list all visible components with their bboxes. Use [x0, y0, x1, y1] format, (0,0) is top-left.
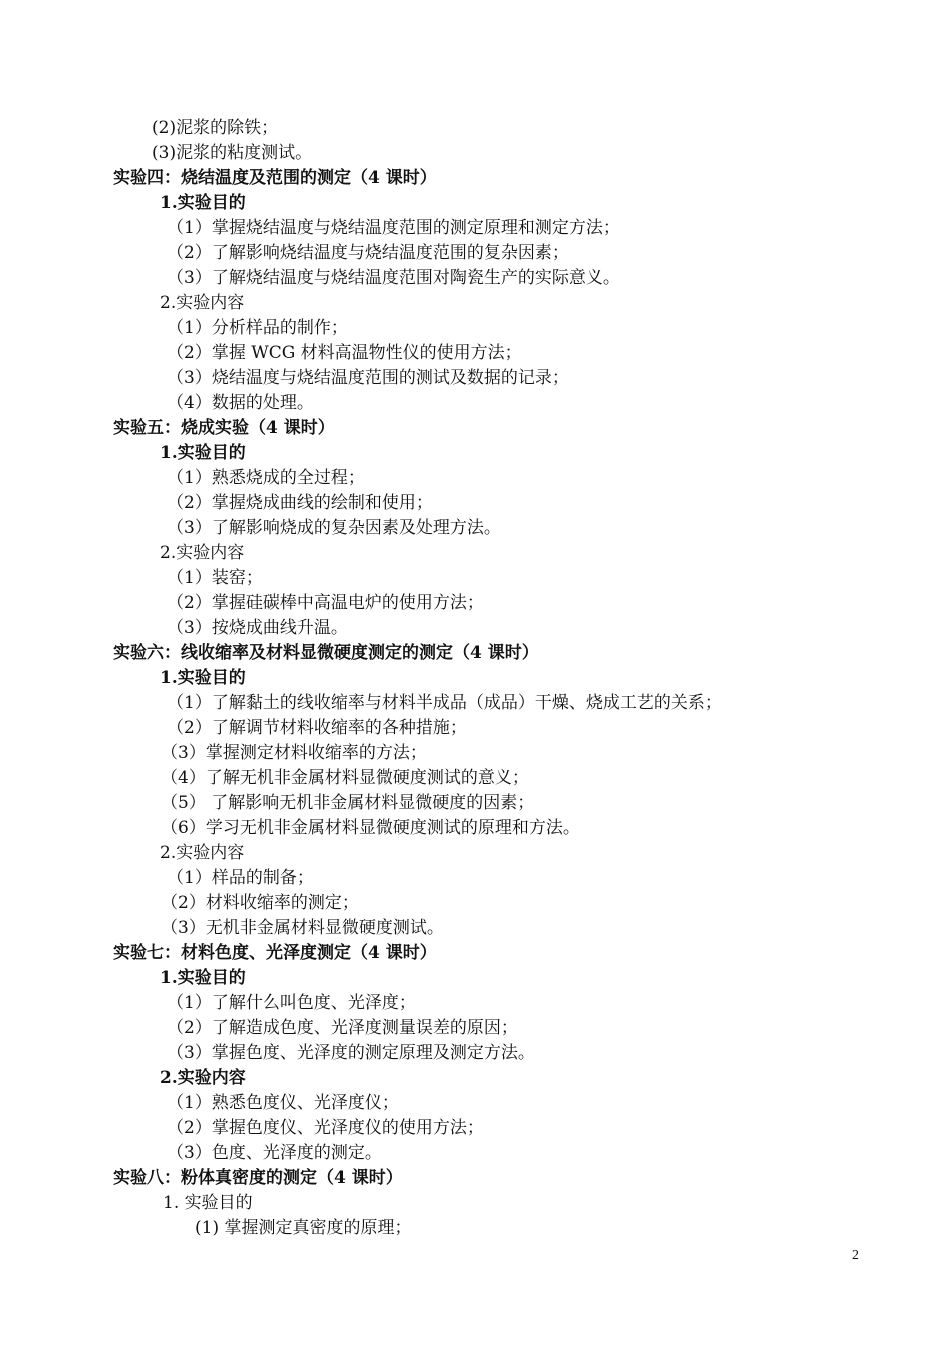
text-line: （2）材料收缩率的测定； — [161, 893, 359, 913]
text-line: （3）掌握色度、光泽度的测定原理及测定方法。 — [167, 1043, 535, 1063]
text-line: （2）了解影响烧结温度与烧结温度范围的复杂因素； — [167, 243, 569, 263]
text-line: （1）样品的制备； — [167, 868, 314, 888]
text-line: （1）了解什么叫色度、光泽度； — [167, 993, 416, 1013]
text-line: 2.实验内容 — [160, 1068, 246, 1088]
section-heading: 实验七：材料色度、光泽度测定（4 课时） — [113, 943, 437, 963]
text-line: （3）色度、光泽度的测定。 — [167, 1143, 382, 1163]
text-line: （3）烧结温度与烧结温度范围的测试及数据的记录； — [167, 368, 569, 388]
text-line: （3）了解烧结温度与烧结温度范围对陶瓷生产的实际意义。 — [167, 268, 620, 288]
section-heading: 实验八：粉体真密度的测定（4 课时） — [113, 1168, 403, 1188]
text-line: （2）掌握色度仪、光泽度仪的使用方法； — [167, 1118, 484, 1138]
text-line: （3）按烧成曲线升温。 — [167, 618, 348, 638]
section-heading: 实验六：线收缩率及材料显微硬度测定的测定（4 课时） — [113, 643, 539, 663]
text-line: （3）无机非金属材料显微硬度测试。 — [161, 918, 444, 938]
text-line: （1）熟悉色度仪、光泽度仪； — [167, 1093, 399, 1113]
text-line: （5） 了解影响无机非金属材料显微硬度的因素； — [161, 793, 535, 813]
section-heading: 实验五：烧成实验（4 课时） — [113, 418, 335, 438]
text-line: 1.实验目的 — [160, 968, 246, 988]
text-line: （2）掌握硅碳棒中高温电炉的使用方法； — [167, 593, 484, 613]
text-line: （3）掌握测定材料收缩率的方法； — [161, 743, 427, 763]
text-line: （3）了解影响烧成的复杂因素及处理方法。 — [167, 518, 501, 538]
text-line: 2.实验内容 — [160, 293, 245, 313]
text-line: (3)泥浆的粘度测试。 — [152, 143, 313, 163]
text-line: （1）掌握烧结温度与烧结温度范围的测定原理和测定方法； — [167, 218, 620, 238]
text-line: （2）了解造成色度、光泽度测量误差的原因； — [167, 1018, 518, 1038]
text-line: 1. 实验目的 — [163, 1193, 253, 1213]
text-line: （6）学习无机非金属材料显微硬度测试的原理和方法。 — [161, 818, 580, 838]
text-line: (1) 掌握测定真密度的原理； — [195, 1218, 412, 1238]
text-line: （2）掌握烧成曲线的绘制和使用； — [167, 493, 433, 513]
text-line: （1）了解黏土的线收缩率与材料半成品（成品）干燥、烧成工艺的关系； — [167, 693, 722, 713]
text-line: (2)泥浆的除铁； — [152, 118, 279, 138]
section-heading: 实验四：烧结温度及范围的测定（4 课时） — [113, 168, 437, 188]
text-line: 1.实验目的 — [160, 443, 246, 463]
text-line: 1.实验目的 — [160, 193, 246, 213]
text-line: （4）数据的处理。 — [167, 393, 314, 413]
page-number: 2 — [852, 1248, 859, 1263]
text-line: （1）装窑； — [167, 568, 263, 588]
text-line: （4）了解无机非金属材料显微硬度测试的意义； — [161, 768, 529, 788]
text-line: 2.实验内容 — [160, 543, 245, 563]
text-line: （1）熟悉烧成的全过程； — [167, 468, 365, 488]
text-line: （2）了解调节材料收缩率的各种措施； — [167, 718, 467, 738]
text-line: 1.实验目的 — [160, 668, 246, 688]
text-line: （2）掌握 WCG 材料高温物性仪的使用方法； — [167, 343, 522, 363]
text-line: 2.实验内容 — [160, 843, 245, 863]
text-line: （1）分析样品的制作； — [167, 318, 348, 338]
